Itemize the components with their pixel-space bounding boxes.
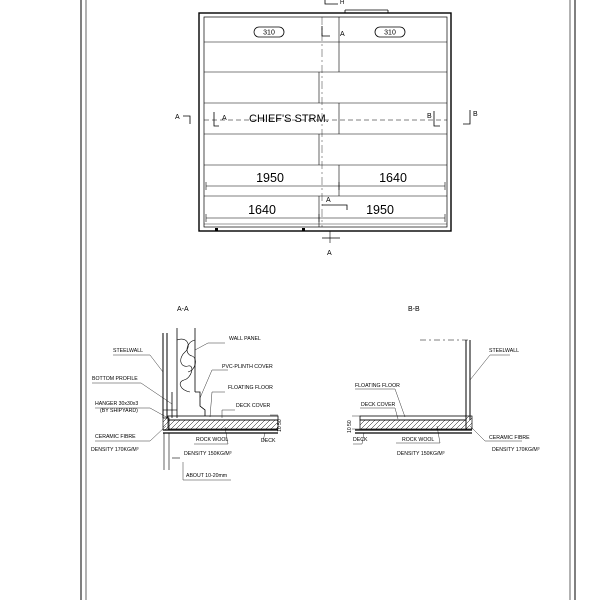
svg-text:A: A: [326, 197, 331, 204]
svg-text:BOTTOM PROFILE: BOTTOM PROFILE: [92, 376, 138, 382]
svg-text:(BY SHIPYARD): (BY SHIPYARD): [100, 408, 138, 414]
section-marker-a-left: [175, 112, 227, 126]
svg-text:FLOATING FLOOR: FLOATING FLOOR: [355, 383, 400, 389]
section-marker-a-bottom: [322, 231, 340, 257]
svg-text:STEELWALL: STEELWALL: [113, 348, 143, 354]
svg-text:H: H: [340, 0, 345, 6]
svg-text:A: A: [222, 115, 227, 122]
svg-text:PVC-PLINTH COVER: PVC-PLINTH COVER: [222, 364, 273, 370]
svg-text:ROCK WOOL: ROCK WOOL: [402, 437, 435, 443]
dim-lower-right: 1950: [366, 203, 394, 217]
top-marker: [325, 0, 344, 6]
svg-text:DENSITY 170KG/M³: DENSITY 170KG/M³: [492, 447, 540, 453]
section-marker-a-mid: [322, 197, 347, 210]
svg-text:HANGER 30x30x3: HANGER 30x30x3: [95, 401, 139, 407]
svg-text:50: 50: [347, 420, 353, 426]
svg-text:STEELWALL: STEELWALL: [489, 348, 519, 354]
svg-text:A: A: [327, 250, 332, 257]
dimension-row-lower: [206, 203, 445, 222]
svg-text:310: 310: [384, 29, 396, 37]
top-tag-left: [254, 27, 284, 37]
section-marker-a-top: [322, 26, 345, 38]
svg-text:B: B: [427, 113, 432, 120]
dim-upper-left: 1950: [256, 171, 284, 185]
dimension-row-upper: [206, 171, 445, 190]
section-marker-b-right: [427, 110, 478, 126]
top-tag-right: [375, 27, 405, 37]
svg-text:ROCK WOOL: ROCK WOOL: [196, 437, 229, 443]
svg-text:310: 310: [263, 29, 275, 37]
svg-text:WALL PANEL: WALL PANEL: [229, 336, 261, 342]
svg-text:DENSITY 150KG/M³: DENSITY 150KG/M³: [397, 451, 445, 457]
room-name-label: CHIEF'S STRM.: [249, 113, 329, 125]
svg-text:DECK COVER: DECK COVER: [236, 403, 271, 409]
svg-text:CERAMIC FIBRE: CERAMIC FIBRE: [95, 434, 136, 440]
section-bb-title: B-B: [408, 306, 420, 313]
svg-text:A: A: [340, 31, 345, 38]
sheet-frame: [81, 0, 575, 600]
section-aa-title: A-A: [177, 306, 189, 313]
section-bb-labels: [347, 348, 540, 457]
svg-text:CERAMIC FIBRE: CERAMIC FIBRE: [489, 435, 530, 441]
svg-text:DENSITY 170KG/M³: DENSITY 170KG/M³: [91, 447, 139, 453]
section-bb-leaders: [353, 355, 522, 444]
svg-text:DECK: DECK: [261, 438, 276, 444]
svg-text:DECK COVER: DECK COVER: [361, 402, 396, 408]
dim-lower-left: 1640: [248, 203, 276, 217]
svg-text:B: B: [473, 111, 478, 118]
svg-text:ABOUT 10-20mm: ABOUT 10-20mm: [186, 473, 228, 479]
dim-upper-right: 1640: [379, 171, 407, 185]
svg-text:10: 10: [347, 427, 353, 433]
section-aa-drawing: [163, 328, 278, 470]
svg-text:A: A: [175, 114, 180, 121]
svg-text:50: 50: [277, 419, 283, 425]
section-aa-labels: [91, 336, 283, 479]
svg-text:FLOATING FLOOR: FLOATING FLOOR: [228, 385, 273, 391]
svg-text:10: 10: [277, 426, 283, 432]
svg-text:DENSITY 150KG/M³: DENSITY 150KG/M³: [184, 451, 232, 457]
svg-text:DECK: DECK: [353, 437, 368, 443]
